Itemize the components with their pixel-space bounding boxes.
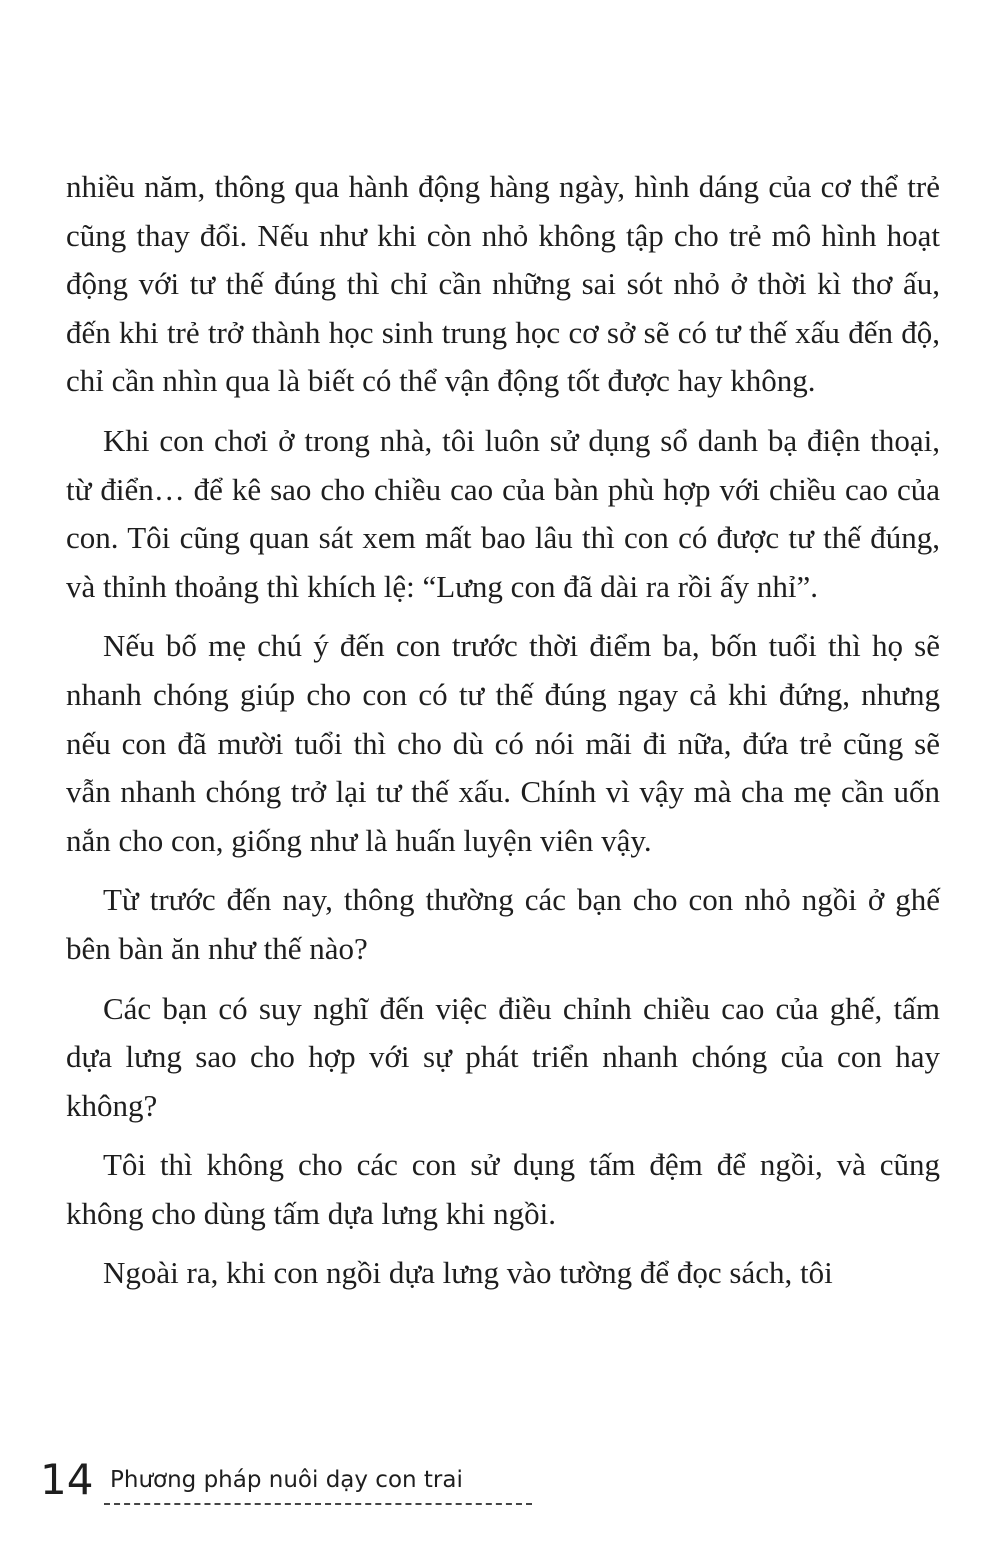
paragraph-1: nhiều năm, thông qua hành động hàng ngày, hình dáng của cơ thể trẻ cũng thay đổi. Nếu như khi còn nhỏ không tập cho trẻ mô hình hoạt động với tư thế đúng thì chỉ cần những sai sót nhỏ ở thời kì thơ ấu, đến khi trẻ trở thành học sinh trung học cơ sở sẽ có tư thế xấu đến độ, chỉ cần nhìn qua là biết có thể vận động tốt được hay không. — [66, 169, 940, 399]
footer-dashed-rule — [104, 1503, 532, 1505]
page-footer — [40, 1455, 560, 1515]
page-number: 14 — [40, 1455, 94, 1504]
paragraph-2: Khi con chơi ở trong nhà, tôi luôn sử dụng sổ danh bạ điện thoại, từ điển… để kê sao cho chiều cao của bàn phù hợp với chiều cao của con. Tôi cũng quan sát xem mất bao lâu thì con có được tư thế đúng, và thỉnh thoảng thì khích lệ: “Lưng con đã dài ra rồi ấy nhỉ”. — [66, 422, 940, 604]
paragraph-6: Tôi thì không cho các con sử dụng tấm đệm để ngồi, và cũng không cho dùng tấm dựa lưng khi ngồi. — [66, 1147, 940, 1231]
paragraph-3: Nếu bố mẹ chú ý đến con trước thời điểm ba, bốn tuổi thì họ sẽ nhanh chóng giúp cho con có tư thế đúng ngay cả khi đứng, nhưng nếu con đã mười tuổi thì cho dù có nói mãi đi nữa, đứa trẻ cũng sẽ vẫn nhanh chóng trở lại tư thế xấu. Chính vì vậy mà cha mẹ cần uốn nắn cho con, giống như là huấn luyện viên vậy. — [66, 628, 940, 858]
book-title: Phương pháp nuôi dạy con trai — [110, 1467, 463, 1493]
body-text — [66, 163, 940, 1309]
paragraph-7: Ngoài ra, khi con ngồi dựa lưng vào tường để đọc sách, tôi — [103, 1255, 833, 1291]
paragraph-5: Các bạn có suy nghĩ đến việc điều chỉnh chiều cao của ghế, tấm dựa lưng sao cho hợp với sự phát triển nhanh chóng của con hay không? — [66, 990, 940, 1123]
paragraph-4: Từ trước đến nay, thông thường các bạn cho con nhỏ ngồi ở ghế bên bàn ăn như thế nào? — [66, 882, 940, 966]
